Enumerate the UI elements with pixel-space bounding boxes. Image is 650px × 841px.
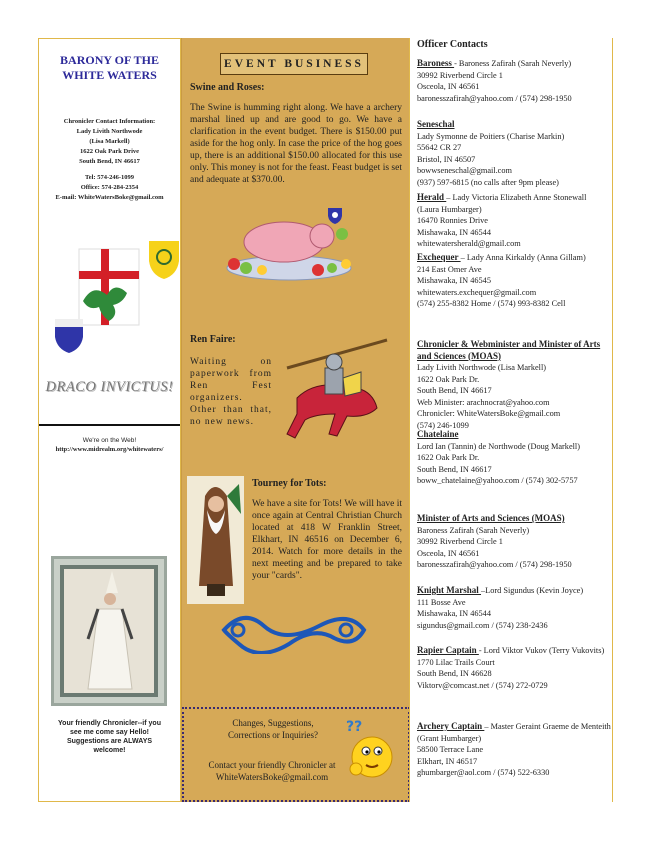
- officer-detail: Lord Ian (Tannin) de Northwode (Doug Markell): [417, 441, 581, 451]
- event-business-title: EVENT BUSINESS: [220, 53, 368, 75]
- officer-detail[interactable]: boww_chatelaine@yahoo.com / (574) 302-5757: [417, 476, 578, 485]
- officer-role: Archery Captain: [417, 721, 485, 731]
- motto: DRACO INVICTUS!: [45, 379, 174, 395]
- officer-name: –Lord Sigundus (Kevin Joyce): [481, 586, 584, 595]
- website-link[interactable]: http://www.midrealm.org/whitewaters/: [55, 446, 164, 453]
- shield-icon: [328, 208, 342, 224]
- officer-detail: (574) 246-1099: [417, 420, 469, 430]
- officer-detail[interactable]: Viktorv@comcast.net / (574) 272-0729: [417, 680, 548, 690]
- thinking-smiley-icon: [342, 717, 396, 785]
- officer-detail: 1622 Oak Park Dr.: [417, 374, 480, 384]
- officer-detail: South Bend, IN 46617: [417, 464, 492, 474]
- officer-entry: [417, 339, 612, 431]
- officer-name: – Lady Victoria Elizabeth Anne Stonewall: [446, 193, 587, 202]
- chronicler-contact: Chronicler Contact Information: Lady Livith Northwode (Lisa Markell) 1622 Oak Park Drive South Bend, IN 46617 Tel: 574-246-1099 Office: 574-284-2354 E-mail: WhiteWatersBoke@gmail.com: [39, 117, 180, 203]
- officer-detail: Mishawaka, IN 46544: [417, 609, 491, 618]
- officer-entry: [417, 721, 612, 779]
- swine-heading: Swine and Roses:: [190, 82, 265, 93]
- barony-arms-icon: [53, 239, 181, 357]
- event-business-column: [181, 38, 409, 802]
- officer-name: - Baroness Zafirah (Sarah Neverly): [454, 59, 572, 68]
- officer-detail[interactable]: Chronicler: WhiteWatersBoke@gmail.com: [417, 409, 561, 418]
- officer-detail[interactable]: baronesszafirah@yahoo.com / (574) 298-1950: [417, 560, 572, 569]
- knight-on-horse-icon: [277, 338, 395, 446]
- changes-box: Changes, Suggestions, Corrections or Inquiries? Contact your friendly Chronicler at WhiteWatersBoke@gmail.com: [182, 707, 410, 802]
- tots-heading: Tourney for Tots:: [252, 478, 327, 489]
- web-box: We're on the Web! http://www.midrealm.org/whitewaters/: [39, 424, 180, 454]
- officer-name: – Master Geraint Graeme de Menteith (Grant Humbarger): [417, 722, 611, 743]
- officer-detail: 16470 Ronnies Drive: [417, 216, 488, 225]
- officer-role: Herald: [417, 192, 447, 202]
- officer-detail[interactable]: ghumbarger@aol.com / (574) 522-6330: [417, 768, 550, 777]
- officer-detail: 1770 Lilac Trails Court: [417, 657, 495, 667]
- officer-entry: [417, 252, 612, 310]
- officer-detail: (937) 597-6815 (no calls after 9pm please): [417, 177, 559, 187]
- friendly-note: Your friendly Chronicler--if you see me come say Hello! Suggestions are ALWAYS welcome!: [58, 720, 161, 754]
- officer-entry: [417, 513, 612, 571]
- officer-detail: South Bend, IN 46617: [417, 386, 492, 395]
- officer-role: Exchequer: [417, 252, 461, 262]
- sidebar: [38, 38, 181, 802]
- officer-detail: (574) 255-8382 Home / (574) 993-8382 Cell: [417, 299, 566, 308]
- officer-contacts: [409, 38, 613, 802]
- officer-detail: 30992 Riverbend Circle 1: [417, 537, 503, 546]
- officer-detail: Bristol, IN 46507: [417, 154, 476, 164]
- officer-entry: [417, 192, 612, 250]
- officer-contacts-title: Officer Contacts: [417, 39, 488, 50]
- contact-email[interactable]: E-mail: WhiteWatersBoke@gmail.com: [55, 194, 164, 201]
- officer-detail[interactable]: whitewaters.exchequer@gmail.com: [417, 287, 537, 297]
- tots-text: We have a site for Tots! We will have it once again at Central Christian Church located at 418 W Franklin Street, Elkhart, IN 46516 on December 6, 2014. Watch for more details in the next meeting and be prepared to take your "cards".: [252, 499, 402, 581]
- officer-detail[interactable]: Web Minister: arachnocrat@yahoo.com: [417, 397, 550, 407]
- officer-detail: 30992 Riverbend Circle 1: [417, 70, 503, 80]
- officer-role: Chatelaine: [417, 429, 459, 439]
- officer-entry: [417, 58, 612, 104]
- officer-detail: 58500 Terrace Lane: [417, 745, 484, 754]
- officer-detail: Osceola, IN 46561: [417, 548, 480, 558]
- officer-detail: Lady Livith Northwode (Lisa Markell): [417, 363, 547, 372]
- officer-entry: [417, 585, 612, 631]
- officer-role: Seneschal: [417, 119, 455, 129]
- ren-heading: Ren Faire:: [190, 334, 236, 345]
- officer-detail: Elkhart, IN 46517: [417, 756, 478, 766]
- officer-name: – Lady Anna Kirkaldy (Anna Gillam): [460, 253, 586, 262]
- officer-role: Minister of Arts and Sciences (MOAS): [417, 513, 565, 523]
- svg-text:??: ??: [346, 719, 363, 735]
- officer-detail[interactable]: whitewatersherald@gmail.com: [417, 239, 521, 248]
- officer-detail: 1622 Oak Park Dr.: [417, 453, 480, 462]
- officer-detail: Mishawaka, IN 46545: [417, 276, 491, 285]
- officer-role: Knight Marshal: [417, 585, 482, 595]
- officer-role: Rapier Captain: [417, 645, 479, 655]
- officer-entry: [417, 429, 612, 487]
- chronicler-email-link[interactable]: WhiteWatersBoke@gmail.com: [215, 772, 329, 782]
- officer-entry: [417, 645, 612, 691]
- lady-portrait-icon: [54, 559, 164, 703]
- officer-detail: Lady Symonne de Poitiers (Charise Markin): [417, 131, 565, 141]
- officer-name: - Lord Viktor Vukov (Terry Vukovits): [478, 646, 605, 655]
- officer-detail: Mishawaka, IN 46544: [417, 227, 491, 237]
- decorative-swirl-icon: [214, 606, 369, 654]
- santa-icon: [187, 476, 244, 604]
- chronicler-photo: [51, 556, 167, 706]
- officer-detail: South Bend, IN 46628: [417, 669, 492, 678]
- officer-entry: [417, 119, 612, 188]
- officer-detail: 214 East Omer Ave: [417, 264, 482, 274]
- officer-detail: (Laura Humbarger): [417, 204, 482, 214]
- officer-detail: 55642 CR 27: [417, 143, 462, 152]
- officer-detail: 111 Bosse Ave: [417, 597, 466, 607]
- officer-detail[interactable]: sigundus@gmail.com / (574) 238-2436: [417, 620, 548, 630]
- officer-detail[interactable]: bowwseneschal@gmail.com: [417, 166, 512, 175]
- swine-text: The Swine is humming right along. We have a archery marshal lined up and are good to go. We have a clarification in the event budget. There is $150.00 put aside for the hog only. In case the price of the hog goes up, there is an additional $150.00 allocated for this use only. This money is not for the feast. Feast budget is set and adequate at $370.00.: [190, 103, 402, 185]
- ren-text: Waiting on paperwork from Ren Fest organizers. Other than that, no new news.: [190, 357, 272, 427]
- officer-detail: Baroness Zafirah (Sarah Neverly): [417, 525, 530, 535]
- officer-role: Chronicler & Webminister and Minister of Arts and Sciences (MOAS): [417, 339, 601, 361]
- officer-detail: Osceola, IN 46561: [417, 82, 480, 91]
- officer-role: Baroness: [417, 58, 455, 68]
- barony-title: BARONY OF THE WHITE WATERS: [60, 53, 159, 82]
- officer-detail[interactable]: baronesszafirah@yahoo.com / (574) 298-1950: [417, 93, 572, 103]
